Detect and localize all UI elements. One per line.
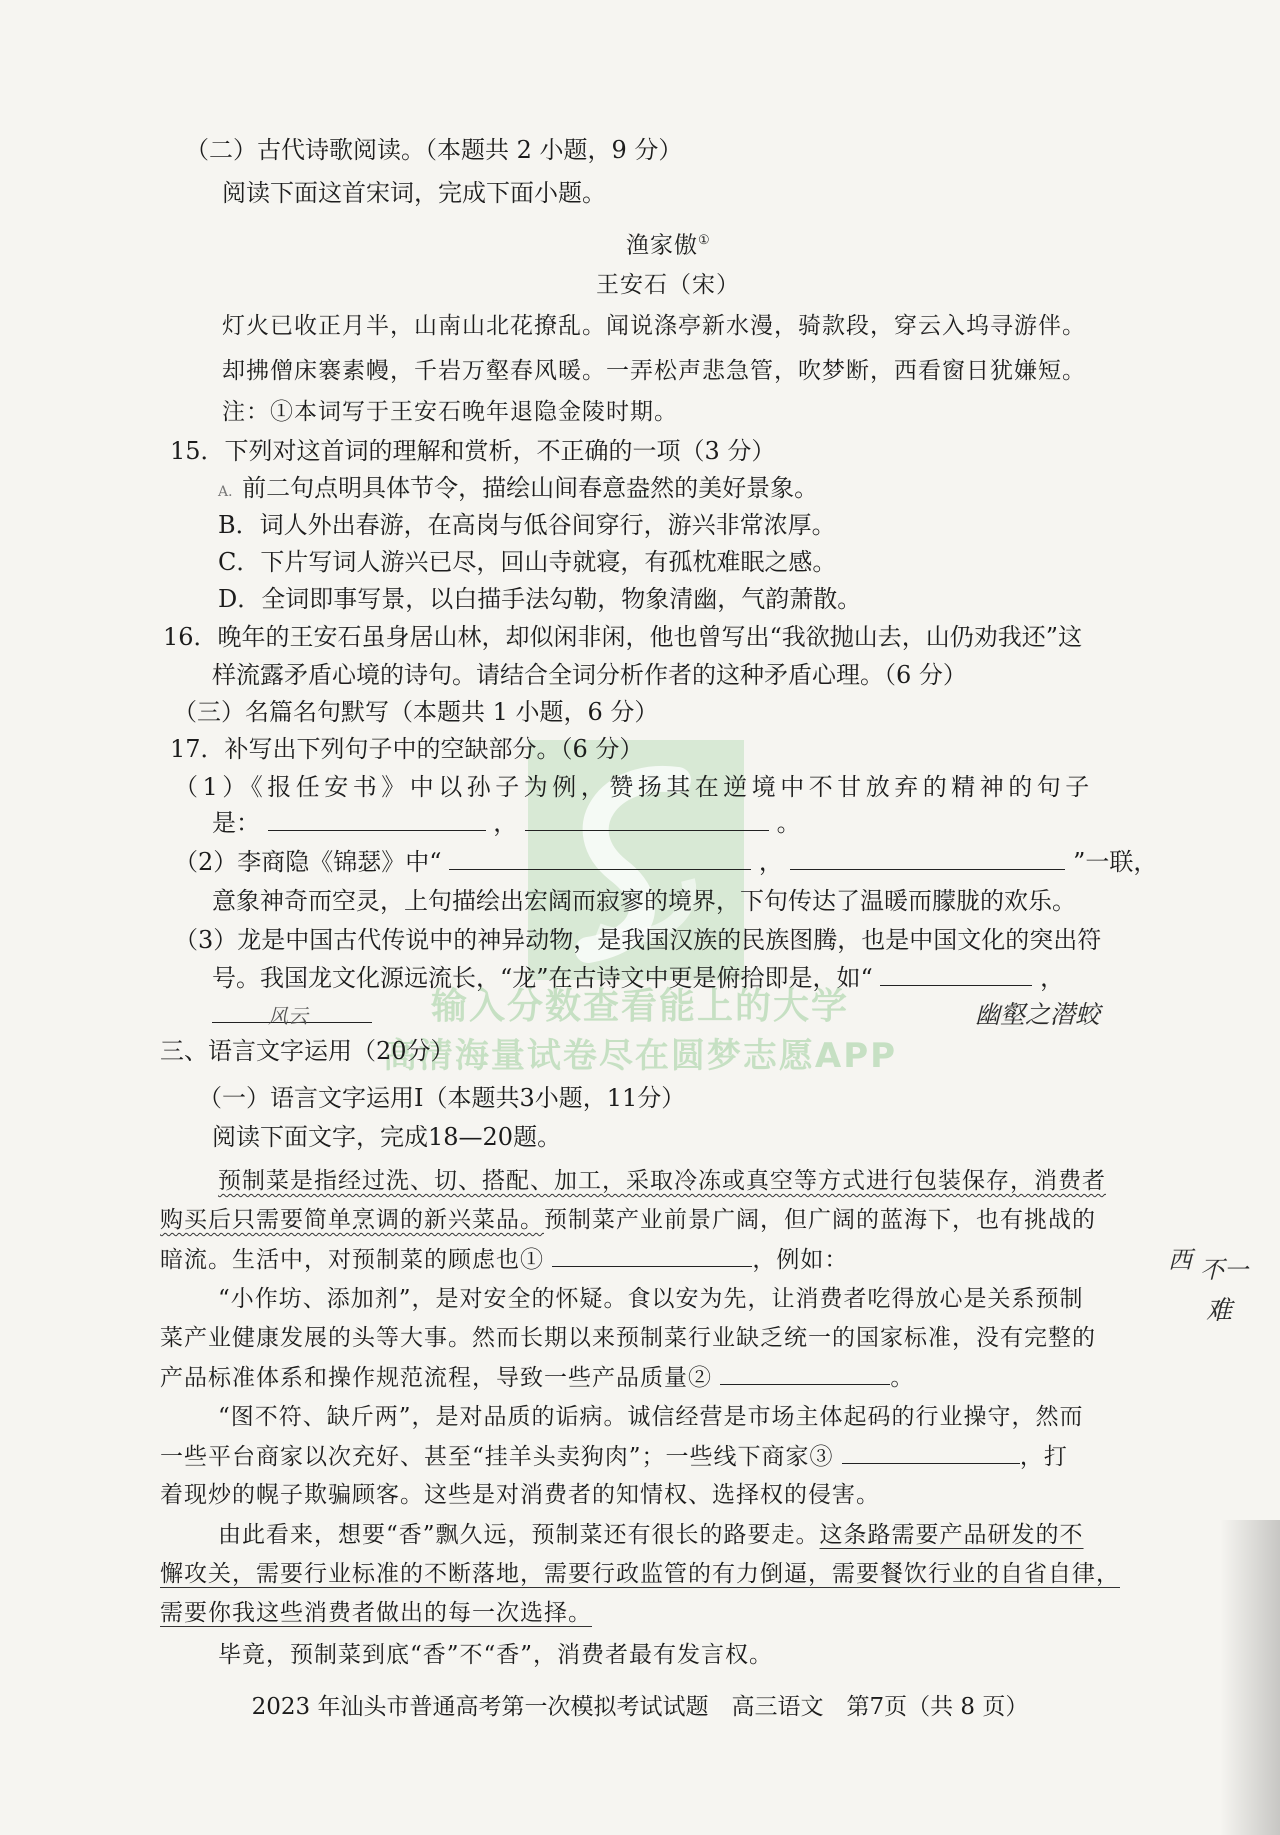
q15-option-c: C．下片写词人游兴已尽，回山寺就寝，有孤枕难眠之感。 <box>218 548 837 576</box>
section-title-ancient-poetry: （二）古代诗歌阅读。（本题共 2 小题，9 分） <box>185 136 683 164</box>
handwritten-margin-2: 不一 <box>1200 1256 1248 1284</box>
passage-blank-3[interactable] <box>842 1441 1020 1464</box>
q16-line-1: 16．晚年的王安石虽身居山林，却似闲非闲，他也曾写出“我欲抛山去，山仍劝我还”这 <box>163 623 1083 651</box>
passage-p3-line3: 着现炒的幌子欺骗顾客。这些是对消费者的知情权、选择权的侵害。 <box>160 1482 880 1508</box>
passage-p4-underlined-start: 这条路需要产品研发的不 <box>819 1522 1084 1548</box>
passage-p1-line3-end: ，例如： <box>752 1247 849 1273</box>
part3-title: 三、语言文字运用（20分） <box>160 1037 455 1065</box>
handwritten-margin-1: 西 <box>1168 1246 1192 1274</box>
poem-author: 王安石（宋） <box>596 272 740 298</box>
q15-option-a-label: A． <box>218 484 243 500</box>
q17-part1-line2 <box>212 808 801 838</box>
section-instruction: 阅读下面这首宋词，完成下面小题。 <box>222 179 606 207</box>
q17-part1-prefix: 是： <box>212 809 260 837</box>
q17-part3-line1: （3）龙是中国古代传说中的神异动物，是我国汉族的民族图腾，也是中国文化的突出符 <box>174 926 1102 954</box>
q17-blank-2[interactable] <box>525 808 769 831</box>
passage-p3-line1: “图不符、缺斤两”，是对品质的诟病。诚信经营是市场主体起码的行业操守，然而 <box>218 1404 1084 1430</box>
passage-p2-line3-text: 产品标准体系和操作规范流程，导致一些产品质量 <box>160 1365 688 1391</box>
q17-part1-line1: （1）《报任安书》中以孙子为例，赞扬其在逆境中不甘放弃的精神的句子 <box>174 773 1094 801</box>
q17-blank-1[interactable] <box>268 808 486 831</box>
passage-p1-line3-text: 暗流。生活中，对预制菜的顾虑也 <box>160 1247 520 1273</box>
poem-title <box>626 226 711 261</box>
handwritten-answer: 幽壑之潜蛟 <box>975 1000 1101 1029</box>
passage-p4-line1-text: 由此看来，想要“香”飘久远，预制菜还有很长的路要走。 <box>218 1522 820 1548</box>
passage-p3-line2-text: 一些平台商家以次充好、甚至“挂羊头卖狗肉”；一些线下商家 <box>160 1444 810 1470</box>
blank-mark-1: ① <box>520 1247 544 1273</box>
scan-edge-shadow <box>1220 1520 1280 1835</box>
passage-p1-definition-end: 购买后只需要简单烹调的新兴菜品。 <box>160 1207 544 1233</box>
passage-p2-line3 <box>160 1362 914 1393</box>
q17-part3-comma: ， <box>1040 964 1065 992</box>
passage-p4-line2: 懈攻关，需要行业标准的不断落地，需要行政监管的有力倒逼，需要餐饮行业的自省自律， <box>160 1561 1120 1587</box>
watermark-line-2: 高清海量试卷尽在圆梦志愿APP <box>382 1036 898 1076</box>
passage-p2-line1: “小作坊、添加剂”，是对安全的怀疑。食以安为先，让消费者吃得放心是关系预制 <box>218 1286 1084 1312</box>
passage-p1-line3 <box>160 1244 848 1275</box>
part3-subtitle: （一）语言文字运用Ⅰ（本题共3小题，11分） <box>198 1084 686 1112</box>
q15-option-a <box>218 473 818 507</box>
q17-part2-line1 <box>174 847 1157 877</box>
q15-option-d: D．全词即事写景，以白描手法勾勒，物象清幽，气韵萧散。 <box>218 585 862 613</box>
footnote-mark: ① <box>698 233 711 248</box>
handwritten-scribble: 风云 <box>268 1004 308 1028</box>
blank-mark-2: ② <box>688 1365 712 1391</box>
passage-p2-line3-end: 。 <box>890 1365 915 1391</box>
q15-stem: 15．下列对这首词的理解和赏析，不正确的一项（3 分） <box>170 437 776 465</box>
passage-p5: 毕竟，预制菜到底“香”不“香”，消费者最有发言权。 <box>218 1642 774 1668</box>
passage-p2-line2: 菜产业健康发展的头等大事。然而长期以来预制菜行业缺乏统一的国家标准，没有完整的 <box>160 1325 1096 1351</box>
poem-note: 注：①本词写于王安石晚年退隐金陵时期。 <box>222 399 678 425</box>
q15-option-b: B．词人外出春游，在高岗与低谷间穿行，游兴非常浓厚。 <box>218 511 836 539</box>
passage-p1-line1: 预制菜是指经过洗、切、搭配、加工，采取冷冻或真空等方式进行包装保存，消费者 <box>218 1168 1106 1194</box>
q16-line-2: 样流露矛盾心境的诗句。请结合全词分析作者的这种矛盾心理。（6 分） <box>212 661 967 689</box>
q17-blank-3[interactable] <box>449 847 751 870</box>
q17-part2-comma: ， <box>758 848 783 876</box>
passage-p4-line3: 需要你我这些消费者做出的每一次选择。 <box>160 1600 592 1626</box>
poem-line-2: 却拂僧床褰素幔，千岩万壑春风暖。一弄松声悲急管，吹梦断，西看窗日犹嫌短。 <box>222 358 1086 384</box>
q17-stem: 17．补写出下列句子中的空缺部分。（6 分） <box>170 735 644 763</box>
part3-instruction: 阅读下面文字，完成18—20题。 <box>212 1123 562 1151</box>
handwritten-margin-3: 难 <box>1206 1296 1233 1326</box>
passage-p1-line2-rest: 预制菜产业前景广阔，但广阔的蓝海下，也有挑战的 <box>544 1207 1096 1233</box>
passage-blank-1[interactable] <box>552 1244 752 1267</box>
watermark-line-1: 输入分数查看能上的大学 <box>430 986 849 1027</box>
q17-part3-text: 号。我国龙文化源远流长，“龙”在古诗文中更是俯拾即是，如“ <box>212 964 873 992</box>
passage-p1-line2 <box>160 1205 1096 1235</box>
blank-mark-3: ③ <box>809 1444 834 1470</box>
q17-blank-4[interactable] <box>790 847 1065 870</box>
passage-p3-line2-end: ，打 <box>1019 1444 1068 1470</box>
q17-part1-end: 。 <box>776 809 801 837</box>
poem-line-1: 灯火已收正月半，山南山北花撩乱。闻说涤亭新水漫，骑款段，穿云入坞寻游伴。 <box>222 313 1086 339</box>
passage-blank-2[interactable] <box>720 1362 890 1385</box>
q17-part2-prefix: （2）李商隐《锦瑟》中“ <box>174 848 442 876</box>
q17-part2-suffix: ”一联， <box>1073 848 1158 876</box>
q15-option-a-text: 前二句点明具体节令，描绘山间春意盎然的美好景象。 <box>242 474 819 502</box>
section-title-dictation: （三）名篇名句默写（本题共 1 小题，6 分） <box>173 698 659 726</box>
passage-p4-line1 <box>218 1520 1084 1550</box>
poem-title-text: 渔家傲 <box>626 232 698 259</box>
page-footer: 2023 年汕头市普通高考第一次模拟考试试题 高三语文 第7页（共 8 页） <box>251 1694 1029 1720</box>
q17-part1-comma: ， <box>493 809 518 837</box>
q17-part2-line2: 意象神奇而空灵，上句描绘出宏阔而寂寥的境界，下句传达了温暖而朦胧的欢乐。 <box>212 887 1076 915</box>
passage-p3-line2 <box>160 1441 1068 1472</box>
